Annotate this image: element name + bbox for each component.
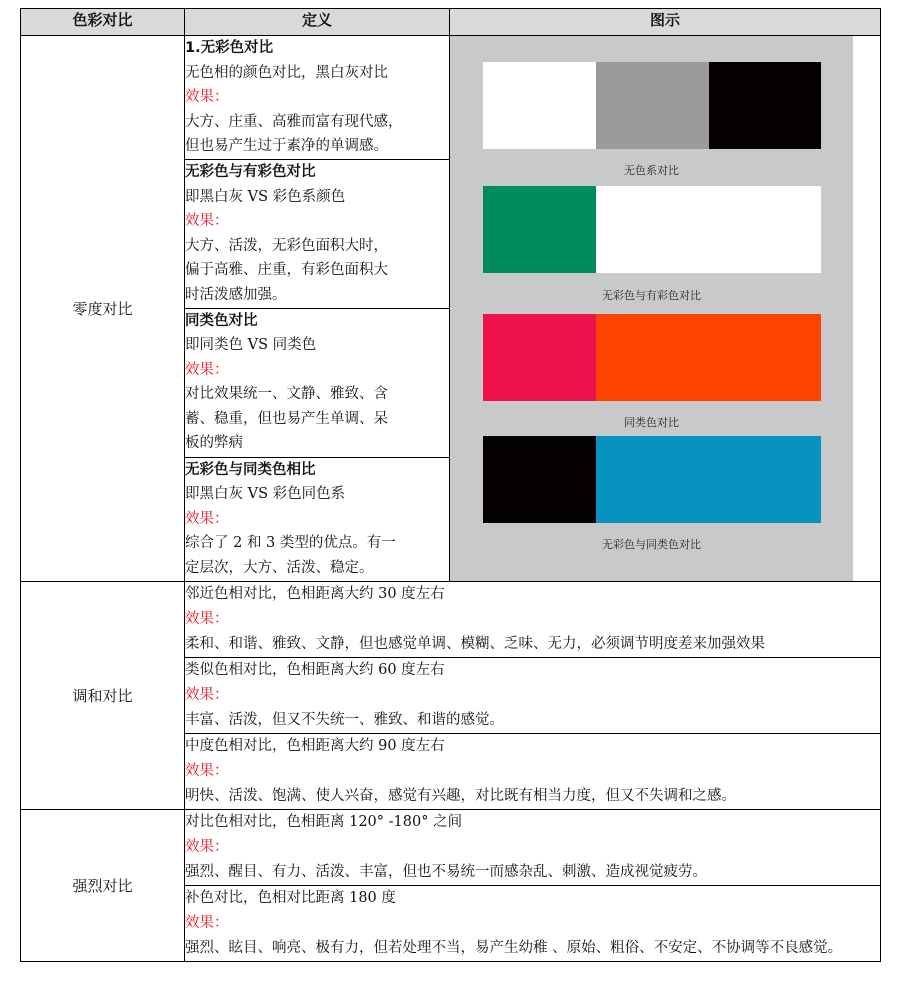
definition-cell <box>185 160 450 309</box>
definition-desc: 补色对比，色相对比距离 180 度 <box>185 890 396 906</box>
swatch-row-achromatic-analogous <box>483 436 821 523</box>
swatch-green <box>483 186 596 273</box>
effect-label: 效果： <box>185 510 229 527</box>
effect-label: 效果： <box>185 915 229 931</box>
definition-desc: 中度色相对比，色相距离大约 90 度左右 <box>185 738 445 754</box>
swatch-row-achromatic-chromatic <box>483 186 821 273</box>
effect-text: 明快、活泼、饱满、使人兴奋，感觉有兴趣，对比既有相当力度，但又不失调和之感。 <box>185 788 736 804</box>
effect-text: 综合了 2 和 3 类型的优点。有一 <box>185 535 396 552</box>
definition-desc: 对比色相对比，色相距离 120° -180° 之间 <box>185 814 463 830</box>
swatch-white <box>483 62 596 149</box>
effect-text: 时活泼感加强。 <box>185 286 287 303</box>
table-header-row <box>21 9 881 36</box>
effect-label: 效果： <box>185 213 229 230</box>
definition-desc: 无色相的颜色对比，黑白灰对比 <box>185 64 388 81</box>
effect-label: 效果： <box>185 611 229 627</box>
category-zero: 零度对比 <box>21 36 185 582</box>
color-contrast-table <box>20 8 881 962</box>
effect-text: 但也易产生过于素净的单调感。 <box>185 138 388 154</box>
swatch-pink <box>483 314 596 401</box>
swatch-black <box>709 62 821 149</box>
color-figure <box>450 36 853 581</box>
table-row <box>21 810 881 886</box>
definition-desc: 邻近色相对比，色相距离大约 30 度左右 <box>185 586 445 602</box>
category-strong: 强烈对比 <box>21 810 185 962</box>
definition-cell <box>185 658 881 734</box>
effect-text: 板的弊病 <box>185 435 243 452</box>
effect-label: 效果： <box>185 839 229 855</box>
definition-title: 同类色对比 <box>185 312 258 329</box>
effect-label: 效果： <box>185 687 229 703</box>
swatch-orange <box>596 314 821 401</box>
effect-text: 强烈、醒目、有力、活泼、丰富，但也不易统一而感杂乱、刺激、造成视觉疲劳。 <box>185 864 707 880</box>
swatch-row-achromatic <box>483 62 821 149</box>
definition-cell <box>185 734 881 810</box>
category-harmony: 调和对比 <box>21 582 185 810</box>
definition-title: 无彩色与有彩色对比 <box>185 164 316 181</box>
figure-caption: 同类色对比 <box>624 416 679 429</box>
effect-text: 定层次，大方、活泼、稳定。 <box>185 559 374 576</box>
effect-text: 丰富、活泼，但又不失统一、雅致、和谐的感觉。 <box>185 712 504 728</box>
header-definition: 定义 <box>185 9 450 36</box>
swatch-gray <box>596 62 709 149</box>
effect-text: 大方、庄重、高雅而富有现代感， <box>185 113 403 130</box>
header-category: 色彩对比 <box>21 9 185 36</box>
effect-label: 效果： <box>185 763 229 779</box>
figure-caption: 无色系对比 <box>624 164 679 177</box>
swatch-black <box>483 436 596 523</box>
table-row <box>21 36 881 160</box>
swatch-blue <box>596 436 821 523</box>
effect-text: 对比效果统一、文静、雅致、含 <box>185 386 388 403</box>
effect-label: 效果： <box>185 89 229 105</box>
effect-text: 强烈、眩目、响亮、极有力，但若处理不当，易产生幼稚 、原始、粗俗、不安定、不协调等不良感觉。 <box>185 940 843 956</box>
table-row <box>21 582 881 658</box>
definition-title: 无彩色与同类色相比 <box>185 461 316 478</box>
swatch-white <box>596 186 821 273</box>
definition-cell <box>185 886 881 962</box>
definition-cell <box>185 308 450 457</box>
definition-cell <box>185 457 450 581</box>
definition-desc: 即同类色 VS 同类色 <box>185 337 317 354</box>
figure-caption: 无彩色与有彩色对比 <box>602 289 701 302</box>
effect-label: 效果： <box>185 361 229 378</box>
definition-cell <box>185 36 450 160</box>
definition-desc: 类似色相对比，色相距离大约 60 度左右 <box>185 662 445 678</box>
header-figure: 图示 <box>450 9 881 36</box>
definition-desc: 即黑白灰 VS 彩色同色系 <box>185 486 346 503</box>
definition-title: 1.无彩色对比 <box>185 40 274 56</box>
figure-cell <box>450 36 881 582</box>
effect-text: 柔和、和谐、雅致、文静，但也感觉单调、模糊、乏味、无力，必须调节明度差来加强效果 <box>185 636 765 652</box>
swatch-row-analogous <box>483 314 821 401</box>
effect-text: 偏于高雅、庄重，有彩色面积大 <box>185 262 388 279</box>
definition-desc: 即黑白灰 VS 彩色系颜色 <box>185 188 346 205</box>
effect-text: 蓄、稳重，但也易产生单调、呆 <box>185 410 388 427</box>
figure-caption: 无彩色与同类色对比 <box>602 538 701 551</box>
definition-cell <box>185 582 881 658</box>
effect-text: 大方、活泼，无彩色面积大时， <box>185 237 388 254</box>
definition-cell <box>185 810 881 886</box>
